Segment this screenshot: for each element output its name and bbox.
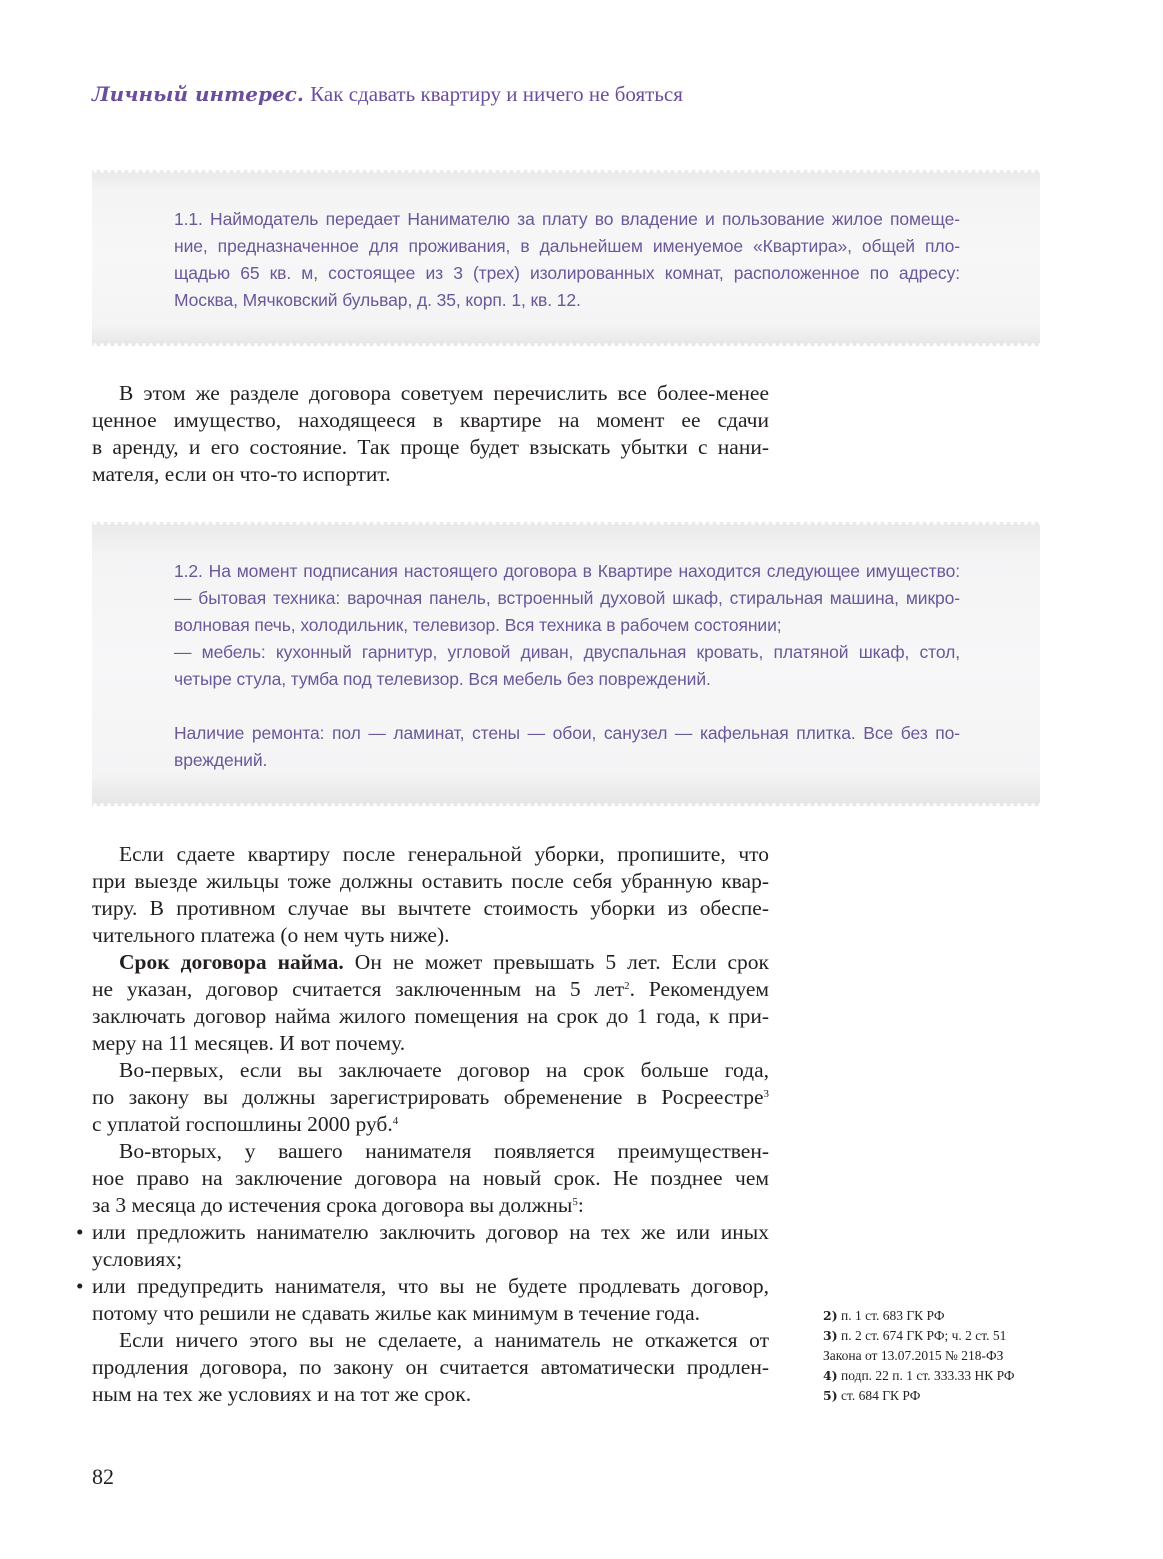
- box2-line: волновая печь, холодильник, телевизор. Вся техника в рабочем состоянии;: [174, 615, 782, 635]
- main-p2-text: . Рекомендуем: [629, 977, 769, 1001]
- main-p3-line: Во-первых, если вы заключаете договор на срок больше года,: [119, 1058, 769, 1082]
- list-item: [78, 1219, 769, 1273]
- obligation-list: [78, 1219, 769, 1327]
- contract-excerpt-box-1: [92, 170, 1040, 346]
- main-p4-line: ное право на заключение договора на новый срок. Не позднее чем: [92, 1166, 769, 1190]
- footnote: [823, 1366, 1053, 1386]
- page-number: 82: [92, 1464, 114, 1489]
- main-text: [92, 841, 769, 1408]
- book-title: Личный интерес.: [92, 82, 304, 106]
- box2-line: Наличие ремонта: пол — ламинат, стены — обои, санузел — кафельная плитка. Все без по-: [174, 723, 960, 743]
- main-p4-line: Во-вторых, у вашего нанимателя появляется преимуществен-: [119, 1139, 769, 1163]
- main-p3-text: по закону вы должны зарегистрировать обременение в Росреестре: [92, 1085, 764, 1109]
- footnote-number: 3): [823, 1328, 838, 1343]
- para1-line: В этом же разделе договора советуем перечислить все более-менее: [119, 381, 769, 405]
- main-p4-text: :: [577, 1193, 584, 1217]
- list-item-line: • или предложить нанимателю заключить договор на тех же или иных: [92, 1220, 769, 1244]
- box1-line: 1.1. Наймодатель передает Нанимателю за плату во владение и пользование жилое помеще-: [174, 209, 960, 229]
- box1-line: ние, предназначенное для проживания, в дальнейшем именуемое «Квартира», общей пло-: [174, 236, 960, 256]
- contract-excerpt-text-2: [174, 558, 960, 774]
- main-p5-line: ным на тех же условиях и на тот же срок.: [92, 1382, 472, 1406]
- paragraph-inventory: [92, 380, 769, 488]
- footnote-text: Закона от 13.07.2015 № 218-ФЗ: [823, 1348, 1004, 1363]
- box2-line: 1.2. На момент подписания настоящего договора в Квартире находится следующее имущество:: [174, 561, 960, 581]
- footnote-number: 4): [823, 1368, 838, 1383]
- footnote-ref[interactable]: 2: [624, 980, 630, 992]
- main-p2-text: не указан, договор считается заключенным на 5 лет: [92, 977, 625, 1001]
- main-p1-line: тиру. В противном случае вы вычтете стоимость уборки из обеспе-: [92, 896, 769, 920]
- box2-line: — бытовая техника: варочная панель, встроенный духовой шкаф, стиральная машина, микро-: [174, 588, 960, 608]
- main-p1-line: при выезде жильцы тоже должны оставить после себя убранную квар-: [92, 869, 769, 893]
- main-p2-line: заключать договор найма жилого помещения на срок до 1 года, к при-: [92, 1004, 769, 1028]
- main-p4-line: [92, 1192, 769, 1219]
- main-p1-line: чительного платежа (о нем чуть ниже).: [92, 923, 450, 947]
- footnote: [823, 1326, 1053, 1366]
- footnote-text: подп. 22 п. 1 ст. 333.33 НК РФ: [837, 1368, 1015, 1383]
- box2-line: четыре стула, тумба под телевизор. Вся мебель без повреждений.: [174, 669, 711, 689]
- box1-line: Москва, Мячковский бульвар, д. 35, корп. 1, кв. 12.: [174, 290, 581, 310]
- term-heading: Срок договора найма.: [119, 950, 344, 974]
- footnotes: [823, 1306, 1053, 1406]
- running-head: [92, 82, 683, 107]
- box1-line: щадью 65 кв. м, состоящее из 3 (трех) изолированных комнат, расположенное по адресу:: [174, 263, 960, 283]
- main-p3-line: [92, 1084, 769, 1111]
- main-p3-line: [92, 1111, 769, 1138]
- footnote-ref[interactable]: 5: [572, 1196, 578, 1208]
- para1-line: ценное имущество, находящееся в квартире на момент ее сдачи: [92, 408, 769, 432]
- main-p1-line: Если сдаете квартиру после генеральной уборки, пропишите, что: [119, 842, 769, 866]
- footnote-number: 2): [823, 1308, 838, 1323]
- main-p5-line: Если ничего этого вы не сделаете, а наниматель не откажется от: [119, 1328, 769, 1352]
- list-item-line: • или предупредить нанимателя, что вы не будете продлевать договор,: [92, 1274, 769, 1298]
- main-p4-text: за 3 месяца до истечения срока договора вы должны: [92, 1193, 573, 1217]
- footnote-ref[interactable]: 4: [392, 1115, 399, 1127]
- main-p2-line: меру на 11 месяцев. И вот почему.: [92, 1031, 406, 1055]
- footnote-text: п. 2 ст. 674 ГК РФ; ч. 2 ст. 51: [837, 1328, 1007, 1343]
- footnote-text: ст. 684 ГК РФ: [837, 1388, 921, 1403]
- footnote: [823, 1306, 1053, 1326]
- chapter-title: Как сдавать квартиру и ничего не бояться: [310, 82, 683, 106]
- list-item: [78, 1273, 769, 1327]
- footnote-number: 5): [823, 1388, 838, 1403]
- main-p5-line: продления договора, по закону он считается автоматически продлен-: [92, 1355, 769, 1379]
- main-p2-line: [92, 949, 769, 976]
- footnote-ref[interactable]: 3: [763, 1088, 769, 1100]
- contract-excerpt-box-2: [92, 522, 1040, 806]
- list-item-line: потому что решили не сдавать жилье как минимум в течение года.: [92, 1301, 701, 1325]
- box2-line: вреждений.: [174, 750, 268, 770]
- main-p2-text: Он не может превышать 5 лет. Если срок: [343, 950, 769, 974]
- box2-line: — мебель: кухонный гарнитур, угловой диван, двуспальная кровать, платяной шкаф, стол,: [174, 642, 960, 662]
- para1-line: мателя, если он что-то испортит.: [92, 462, 391, 486]
- footnote: [823, 1386, 1053, 1406]
- list-item-line: условиях;: [92, 1247, 183, 1271]
- contract-excerpt-text-1: [174, 206, 960, 314]
- footnote-text: п. 1 ст. 683 ГК РФ: [837, 1308, 945, 1323]
- main-p2-line: [92, 976, 769, 1003]
- main-p3-text: с уплатой госпошлины 2000 руб.: [92, 1112, 393, 1136]
- para1-line: в аренду, и его состояние. Так проще будет взыскать убытки с нани-: [92, 435, 769, 459]
